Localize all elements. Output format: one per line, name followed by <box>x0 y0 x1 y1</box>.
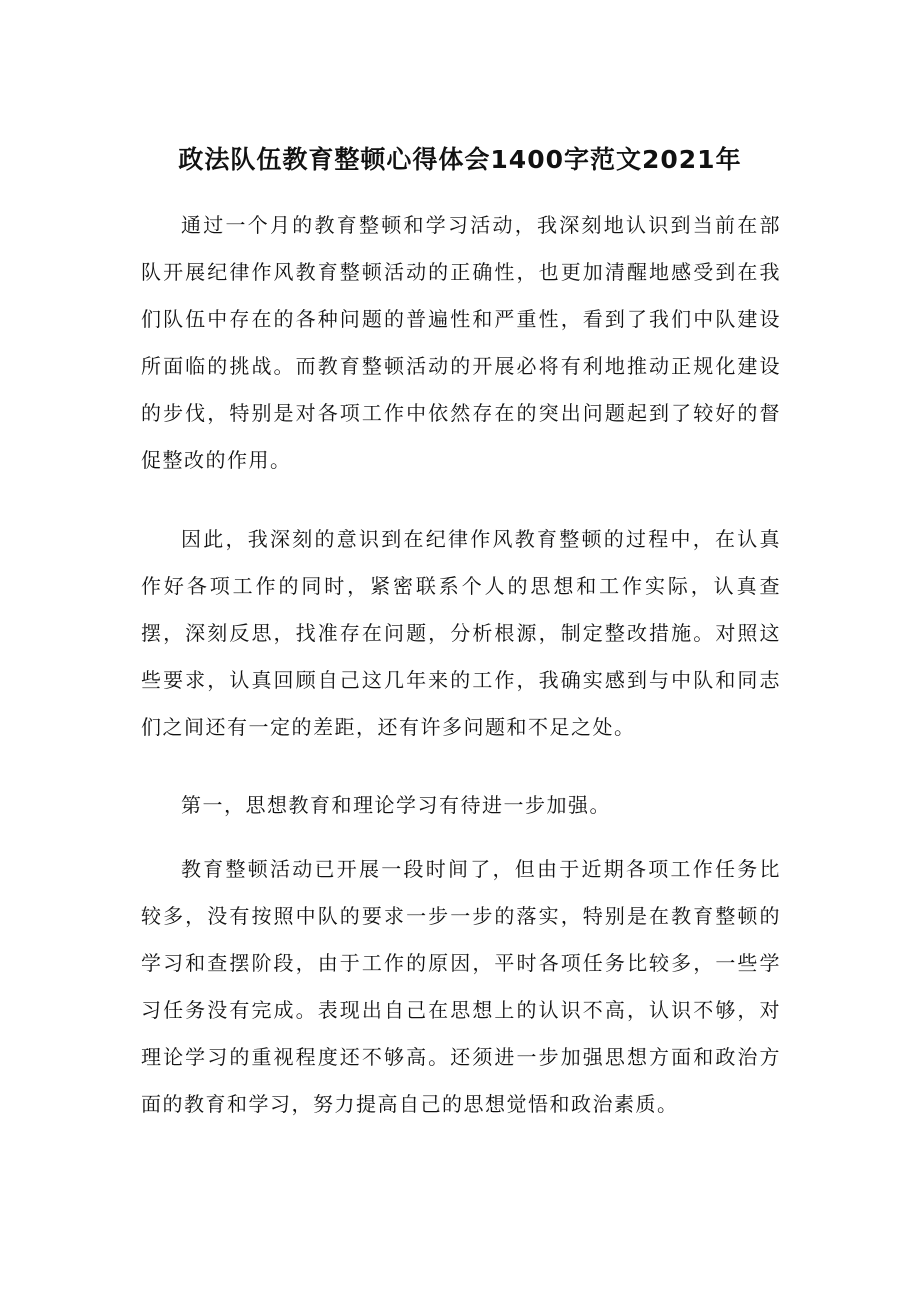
paragraph-4: 教育整顿活动已开展一段时间了，但由于近期各项工作任务比较多，没有按照中队的要求一步一步的落实，特别是在教育整顿的学习和查摆阶段，由于工作的原因，平时各项任务比较多，一些学习任务没有完成。表现出自己在思想上的认识不高，认识不够，对理论学习的重视程度还不够高。还须进一步加强思想方面和政治方面的教育和学习，努力提高自己的思想觉悟和政治素质。 <box>141 857 781 1116</box>
document-title: 政法队伍教育整顿心得体会1400字范文2021年 <box>178 145 742 174</box>
paragraph-2: 因此，我深刻的意识到在纪律作风教育整顿的过程中，在认真作好各项工作的同时，紧密联系个人的思想和工作实际，认真查摆，深刻反思，找准存在问题，分析根源，制定整改措施。对照这些要求，认真回顾自己这几年来的工作，我确实感到与中队和同志们之间还有一定的差距，还有许多问题和不足之处。 <box>141 527 781 739</box>
paragraph-1: 通过一个月的教育整顿和学习活动，我深刻地认识到当前在部队开展纪律作风教育整顿活动的正确性，也更加清醒地感受到在我们队伍中存在的各种问题的普遍性和严重性，看到了我们中队建设所面临的挑战。而教育整顿活动的开展必将有利地推动正规化建设的步伐，特别是对各项工作中依然存在的突出问题起到了较好的督促整改的作用。 <box>141 213 781 472</box>
paragraph-3-heading: 第一，思想教育和理论学习有待进一步加强。 <box>181 793 611 817</box>
